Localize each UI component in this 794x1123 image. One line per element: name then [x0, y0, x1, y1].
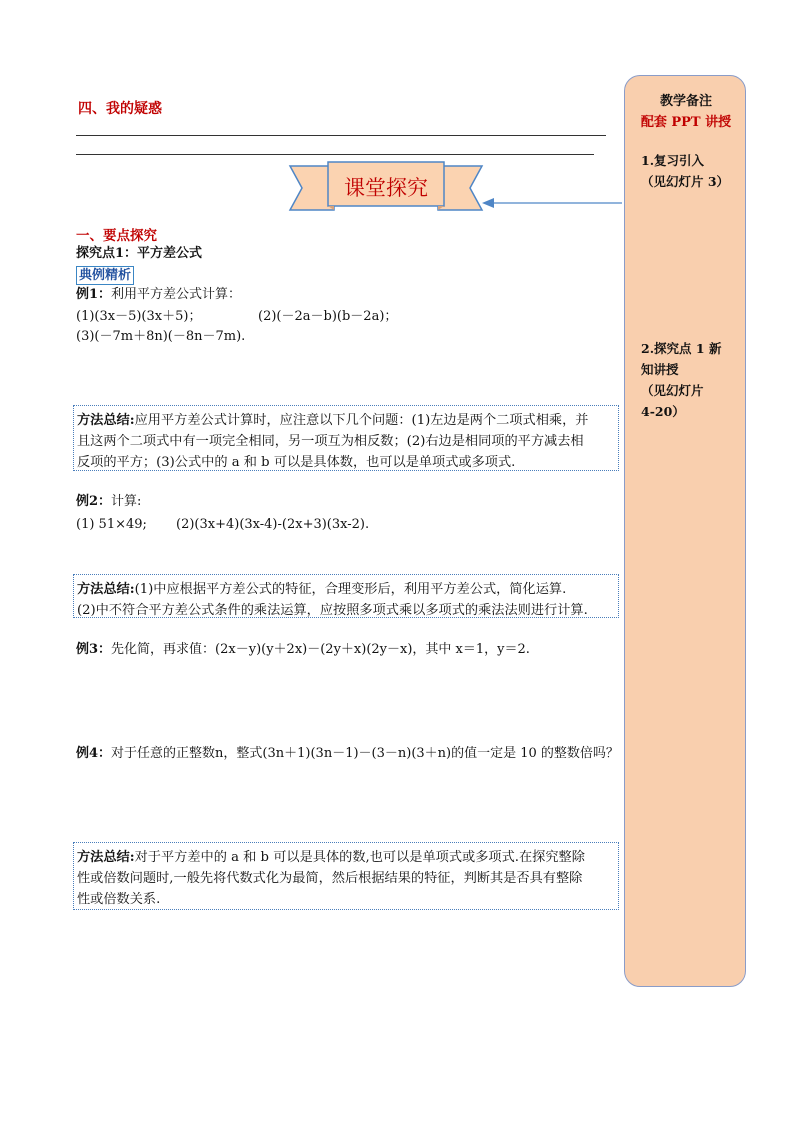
ex2-text: 计算: — [111, 494, 142, 509]
ex1-text: 利用平方差公式计算： — [111, 287, 242, 302]
sidebar-note2-line2: 知讲授 — [641, 362, 679, 377]
ex4 — [76, 744, 619, 763]
answer-line-2 — [76, 154, 594, 155]
summary1-line3: 反项的平方；(3)公式中的 a 和 b 可以是具体数，也可以是单项式或多项式. — [77, 455, 516, 470]
summary3-label: 方法总结: — [77, 850, 135, 865]
ex2-item1: (1) 51×49; — [76, 517, 147, 532]
summary3-box — [73, 842, 619, 910]
sidebar-note2 — [641, 338, 741, 422]
sidebar-note1-line1: 1.复习引入 — [641, 153, 705, 168]
example-tag-label: 典例精析 — [76, 266, 134, 285]
summary1-line2: 且这两个二项式中有一项完全相同，另一项互为相反数；(2)右边是相同项的平方减去相 — [77, 434, 584, 449]
point1-heading: 探究点1：平方差公式 — [76, 246, 203, 261]
answer-line-1 — [76, 135, 606, 136]
summary2-label: 方法总结: — [77, 582, 135, 597]
sidebar-title: 教学备注 — [659, 94, 712, 109]
summary3-line1 — [77, 847, 614, 868]
ex2-item2: (2)(3x+4)(3x-4)-(2x+3)(3x-2). — [176, 517, 370, 532]
sidebar-note1-line2: （见幻灯片 3） — [641, 174, 730, 189]
sidebar-note1 — [641, 150, 741, 192]
summary1-label: 方法总结: — [77, 413, 135, 428]
ex4-label: 例4： — [76, 746, 112, 761]
ex3-label: 例3： — [76, 642, 112, 657]
ex1-item3: (3)(－7m＋8n)(－8n－7m). — [76, 329, 246, 344]
sidebar-note2-line4: 4-20） — [641, 404, 685, 419]
teaching-notes-sidebar — [624, 75, 746, 987]
banner — [288, 160, 484, 216]
ex2-label: 例2： — [76, 494, 112, 509]
summary1-line1 — [77, 410, 614, 431]
ex1-item1: (1)(3x－5)(3x＋5)； — [76, 309, 202, 324]
banner-arrow — [480, 196, 624, 210]
summary1-box — [73, 405, 619, 471]
summary1-text1: 应用平方差公式计算时，应注意以下几个问题：(1)左边是两个二项式相乘，并 — [134, 413, 589, 428]
summary3-line2: 性或倍数问题时,一般先将代数式化为最简，然后根据结果的特征，判断其是否具有整除 — [77, 871, 583, 886]
sidebar-subtitle: 配套 PPT 讲授 — [640, 115, 732, 130]
ex1-label: 例1： — [76, 287, 112, 302]
summary3-line3: 性或倍数关系. — [77, 892, 161, 907]
ex3-text: 先化简，再求值：(2x－y)(y＋2x)－(2y＋x)(2y－x)，其中 x＝1，y＝2. — [111, 642, 530, 657]
part1-heading: 一、要点探究 — [76, 228, 157, 244]
sidebar-note2-line1: 2.探究点 1 新 — [641, 341, 722, 356]
ex1-intro — [76, 285, 241, 304]
ex4-text: 对于任意的正整数n，整式(3n＋1)(3n－1)－(3－n)(3＋n)的值一定是 10 的整数倍吗？ — [111, 746, 619, 761]
section4-heading: 四、我的疑惑 — [78, 101, 162, 117]
summary2-line2: (2)中不符合平方差公式条件的乘法运算，应按照多项式乘以多项式的乘法法则进行计算. — [77, 603, 588, 618]
summary2-box — [73, 574, 619, 618]
example-tag — [76, 264, 134, 285]
ex1-item2: (2)(－2a－b)(b－2a)； — [258, 309, 398, 324]
ex3 — [76, 640, 530, 659]
ex2-intro — [76, 492, 141, 511]
summary2-line1 — [77, 579, 614, 600]
sidebar-note2-line3: （见幻灯片 — [641, 383, 704, 398]
banner-title: 课堂探究 — [344, 176, 428, 200]
summary3-text1: 对于平方差中的 a 和 b 可以是具体的数,也可以是单项式或多项式.在探究整除 — [134, 850, 585, 865]
summary2-text1: (1)中应根据平方差公式的特征，合理变形后，利用平方差公式，简化运算. — [134, 582, 567, 597]
